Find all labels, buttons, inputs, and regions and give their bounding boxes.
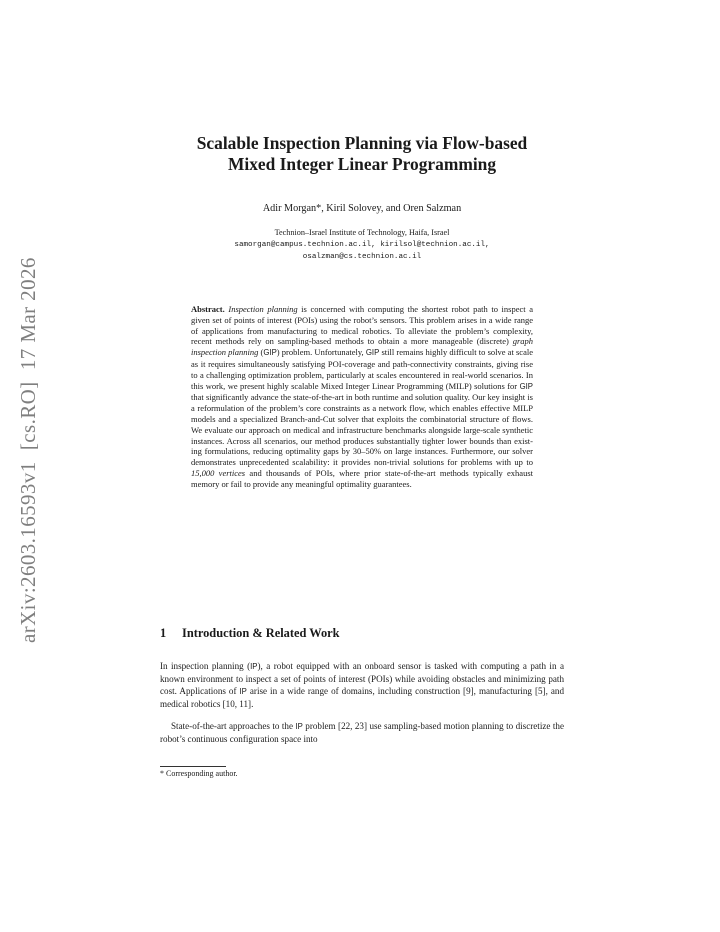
- text-run: ), a robot equipped with an onboard sensor is tasked with computing a path in a known environment to inspect a set of points of interest (POIs) while avoiding obstacles and minimizing path cost. Applications of: [160, 661, 564, 696]
- email-line: [160, 239, 564, 251]
- section-number: 1: [160, 626, 167, 640]
- text-run: that significantly advance the state-of-the-art in both runtime and solution quality. Our key insight is a reformulation of the problem’s core constraints as a network flow, which enables effective MILP models and a specialized Branch-and-Cut solver that exploits the combinatorial structure of flows. We evaluate our approach on medical and infrastructure benchmarks alongside large-scale synthetic instances. Across all scenarios, our method produces substantially tighter lower bounds than existing formulations, reducing optimality gaps by 30–50% on large instances. Furthermore, our solver demonstrates unprecedented scalability: it provides non-trivial solutions for problems with up to: [191, 392, 533, 468]
- sans-term: GIP: [365, 348, 380, 358]
- body-paragraph: [160, 660, 564, 710]
- abstract-body: [191, 304, 533, 489]
- text-run: arise in a wide range of domains, including construction [9], manufacturing [5], and medical robotics [10, 11].: [160, 686, 564, 709]
- sans-term: GIP: [263, 348, 277, 358]
- text-run: ) problem. Unfortunately,: [276, 347, 366, 358]
- section-title: Introduction & Related Work: [182, 626, 340, 640]
- sans-term: GIP: [519, 381, 533, 391]
- email-address: osalzman@cs.technion.ac.il: [302, 253, 422, 261]
- abstract-label: Abstract.: [191, 304, 225, 314]
- text-run: is concerned with computing the shortest robot path to inspect a given set of points of interest (POIs) using the robot’s sensors. This problem arises in a wide range of applications from manufacturing to medical robotics. To alleviate the problem’s complexity, recent methods rely on sampling-based methods to obtain a more manageable (discrete): [191, 304, 533, 347]
- text-run: still remains highly difficult to solve at scale as it requires simultaneously satisfying POI-coverage and path-connectivity constraints, giving rise to a challenging optimization problem, particularly at scales encountered in real-world scenarios. In this work, we present highly scalable Mixed Integer Linear Programming (MILP) solutions for: [191, 347, 533, 391]
- italic-text: 15,000 vertices: [191, 467, 246, 478]
- body-paragraph: [160, 720, 564, 745]
- text-run: problem [22, 23] use sampling-based motion planning to discretize the robot’s continuous configuration space into: [160, 721, 564, 744]
- email-address: samorgan@campus.technion.ac.il,: [234, 241, 376, 249]
- sans-term: IP: [295, 722, 303, 731]
- text-run: In inspection planning (: [160, 661, 251, 671]
- footnote: * Corresponding author.: [160, 769, 238, 778]
- author-list: Adir Morgan*, Kiril Solovey, and Oren Salzman: [262, 203, 462, 214]
- sans-term: IP: [250, 662, 258, 671]
- arxiv-identifier: arXiv:2603.16593v1 [cs.RO] 17 Mar 2026: [16, 257, 40, 643]
- email-address: kirilsol@technion.ac.il,: [380, 241, 490, 249]
- sans-term: IP: [239, 687, 247, 696]
- email-block: [160, 239, 564, 263]
- text-run: State-of-the-art approaches to the: [171, 721, 296, 731]
- text-run: and thousands of POIs, where prior state-of-the-art methods typically exhaust memory or fail to provide any meaningful optimality guarantees.: [191, 467, 533, 489]
- title-line: Scalable Inspection Planning via Flow-based: [196, 133, 528, 153]
- paper-title: [160, 133, 564, 175]
- section-heading: [160, 626, 340, 641]
- italic-text: graph inspection planning: [191, 336, 533, 358]
- affiliation: Technion–Israel Institute of Technology, Haifa, Israel: [274, 228, 450, 237]
- abstract: [191, 304, 533, 490]
- footnote-rule: [160, 766, 226, 767]
- title-line: Mixed Integer Linear Programming: [227, 154, 497, 174]
- text-run: (: [258, 347, 264, 358]
- italic-text: Inspection planning: [228, 304, 298, 314]
